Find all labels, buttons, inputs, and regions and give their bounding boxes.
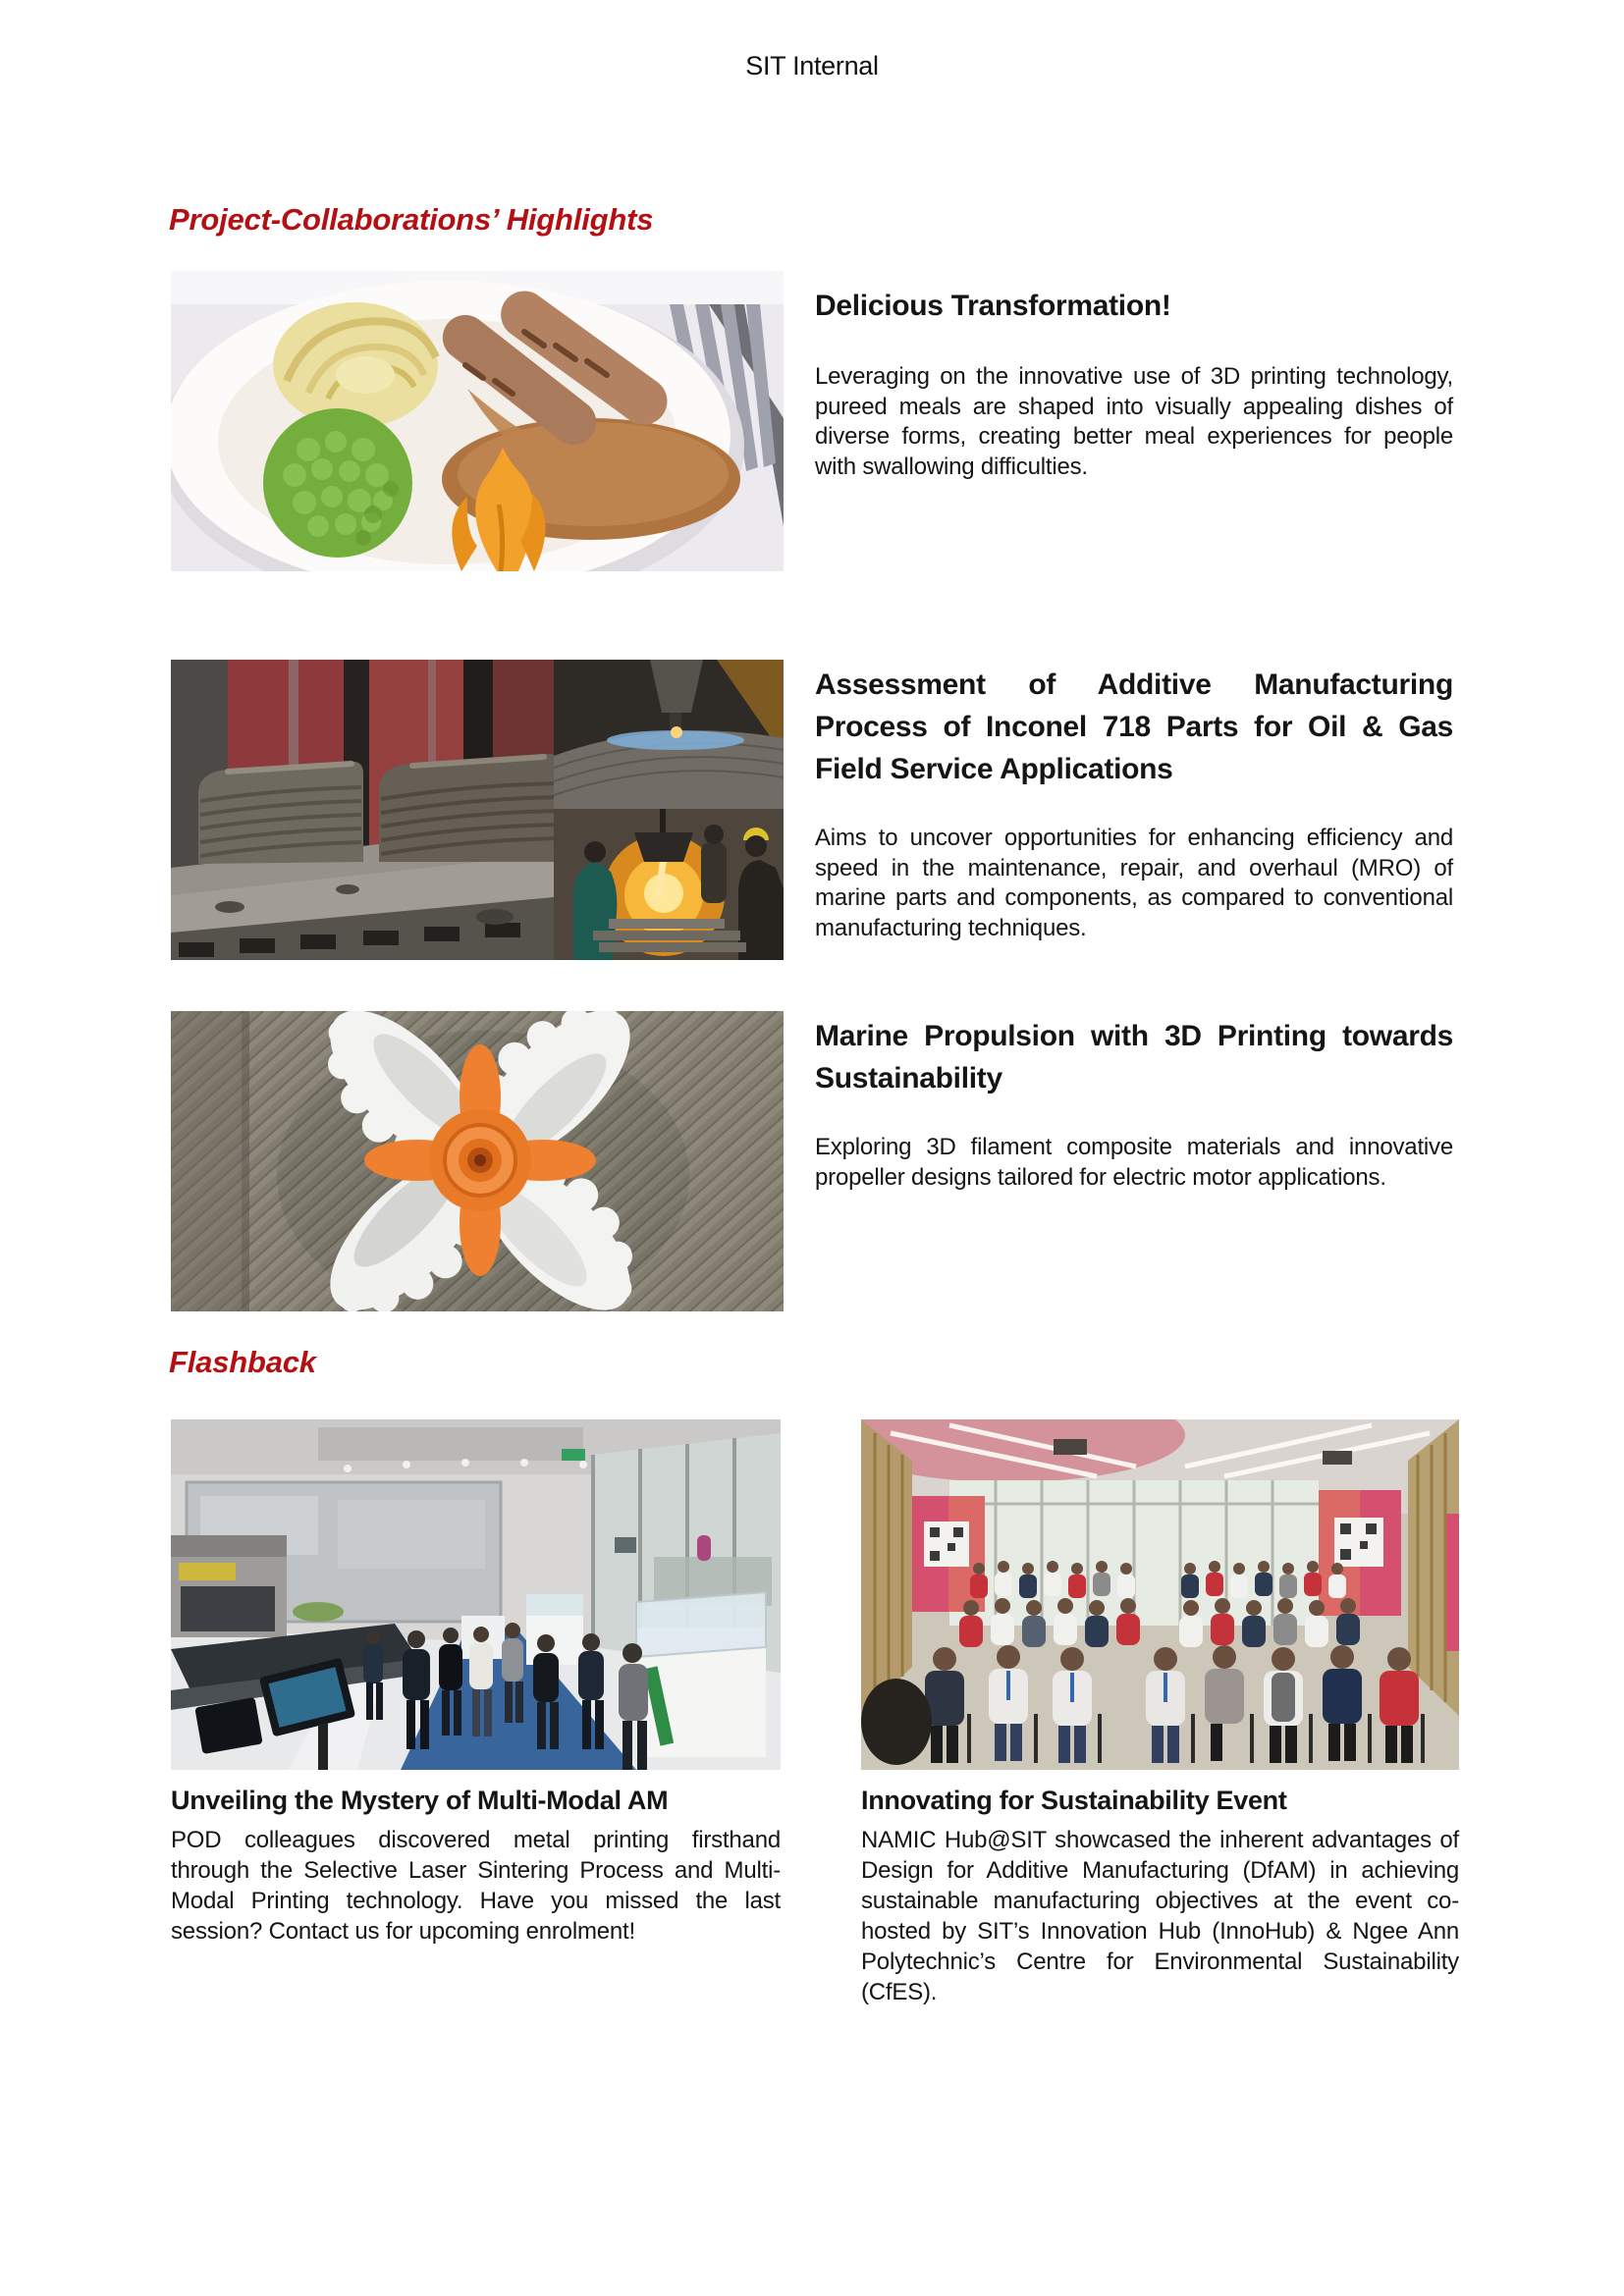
highlight-item-row [171, 1011, 1453, 1311]
sustainability-event-photo [861, 1419, 1459, 1770]
flashback-body: NAMIC Hub@SIT showcased the inherent advantages of Design for Additive Manufacturing (DfAM) in achieving sustainable manufacturing objectives at the event co-hosted by SIT’s Innovation Hub (InnoHub) & Ngee Ann Polytechnic’s Centre for Environmental Sustainability (CfES). [861, 1827, 1459, 2005]
flashback-body: POD colleagues discovered metal printing firsthand through the Selective Laser Sintering Process and Multi-Modal Printing technology. Have you missed the last session? Contact us for upcoming enrolment! [171, 1827, 781, 1945]
flashback-heading: Unveiling the Mystery of Multi-Modal AM [171, 1786, 669, 1815]
multi-modal-am-lab-photo [171, 1419, 781, 1770]
highlight-item-row [171, 660, 1453, 960]
item-heading: Assessment of Additive Manufacturing Process of Inconel 718 Parts for Oil & Gas Field Service Applications [815, 668, 1453, 785]
pureed-meal-illustration [171, 271, 784, 571]
wire-arc-printing-subphoto [554, 660, 784, 809]
highlight-item-text [815, 271, 1453, 571]
item-body: Aims to uncover opportunities for enhancing efficiency and speed in the maintenance, repair, and overhaul (MRO) of marine parts and components, as compared to conventional manufacturing techniques. [815, 825, 1453, 941]
mashed-potato-swirl [273, 302, 438, 428]
inconel-am-illustration [171, 660, 784, 960]
backpack [861, 1679, 932, 1765]
page-classification-header: SIT Internal [745, 51, 879, 80]
item-body: Leveraging on the innovative use of 3D printing technology, pureed meals are shaped into visually appealing dishes of diverse forms, creating better meal experiences for people with swallowing difficulties. [815, 363, 1453, 480]
highlight-item-row [171, 271, 1453, 571]
foundry-subphoto [554, 809, 784, 960]
item-heading: Marine Propulsion with 3D Printing towards Sustainability [815, 1020, 1453, 1095]
propeller-illustration [171, 1011, 784, 1311]
highlight-item-text [815, 660, 1453, 960]
item-body: Exploring 3D filament composite materials and innovative propeller designs tailored for electric motor applications. [815, 1134, 1453, 1191]
flashback-item [861, 1419, 1459, 2007]
event-audience-illustration [861, 1419, 1459, 1770]
pureed-meal-photo [171, 271, 784, 571]
item-heading: Delicious Transformation! [815, 290, 1171, 322]
flashback-row [171, 1419, 1459, 2007]
pea-puree-dome [263, 408, 412, 558]
inconel-am-photo [171, 660, 784, 960]
flashback-item [171, 1419, 781, 2007]
flashback-section-title: Flashback [169, 1345, 316, 1379]
audience-front-row [925, 1645, 1423, 1763]
lab-tour-illustration [171, 1419, 781, 1770]
highlight-item-text [815, 1011, 1453, 1311]
highlights-section-title: Project-Collaborations’ Highlights [169, 202, 654, 237]
propeller-photo [171, 1011, 784, 1311]
flashback-heading: Innovating for Sustainability Event [861, 1786, 1287, 1815]
